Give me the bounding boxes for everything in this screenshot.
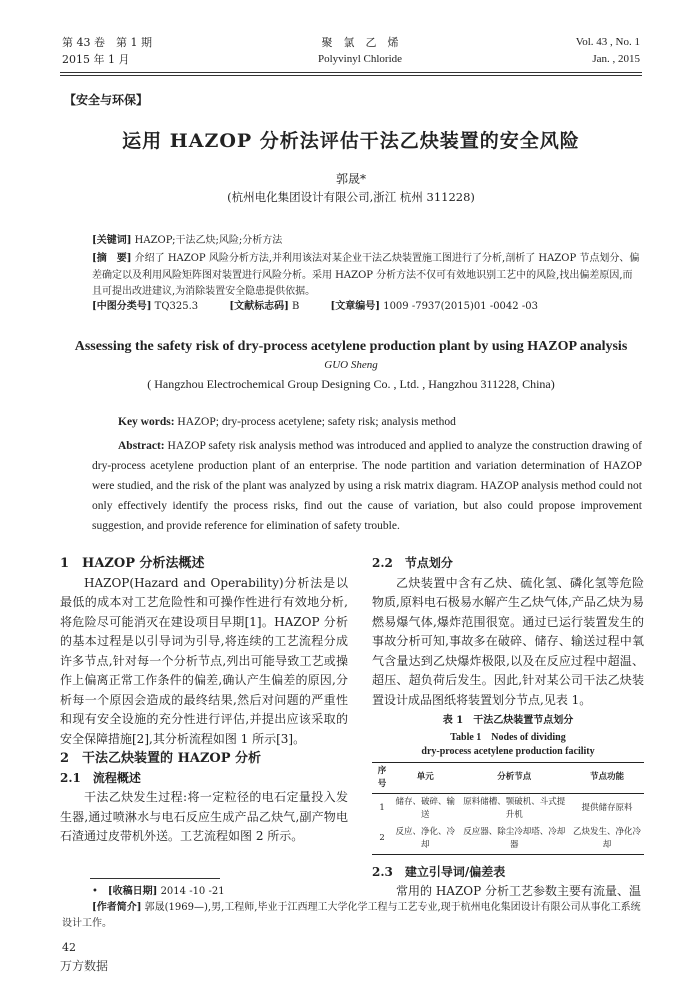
doc-code-label: [文献标志码] [229, 301, 289, 312]
section-2-1-heading: 2.1 流程概述 [60, 770, 141, 785]
keywords-en-text: HAZOP; dry-process acetylene; safety risk; analysis method [177, 416, 456, 428]
table-1 [372, 762, 644, 855]
running-header-center [300, 34, 420, 68]
table-cell: 反应器、除尘冷却塔、冷却器 [463, 826, 566, 850]
running-header-left [62, 34, 152, 68]
header-divider [60, 72, 642, 73]
title-en: Assessing the safety risk of dry-process acetylene production plant by using HAZOP analysis [74, 339, 628, 354]
article-id-label: [文章编号] [330, 301, 381, 312]
section-2-3-paragraph: 常用的 HAZOP 分析工艺参数主要有流量、温 [396, 884, 642, 898]
section-2-2-paragraph: 乙炔装置中含有乙炔、硫化氢、磷化氢等危险物质,原料电石极易水解产生乙炔气体,产品乙炔为易燃易爆气体,爆炸范围很宽。通过已运行装置发生的事故分析可知,事故多在破碎、储存、输送过程中氧气含量达到乙炔爆炸极限,以及在反应过程中超温、超压、超负荷后发生。因此,针对某公司干法乙炔装置设计成品图纸将装置划分节点,见表 1。 [372, 575, 644, 707]
journal-name-en: Polyvinyl Chloride [317, 53, 403, 65]
abstract-en [92, 436, 642, 536]
table-row [372, 824, 644, 855]
affiliation-cn: (杭州电化集团设计有限公司,浙江 杭州 311228) [227, 190, 475, 204]
author-en: GUO Sheng [324, 359, 378, 371]
keywords-en-label: Key words: [118, 416, 175, 428]
page-number: 42 [62, 941, 76, 954]
abstract-en-label: Abstract: [118, 440, 165, 452]
footnote-bullet: • [92, 886, 108, 897]
volume-issue-en: Vol. 43 , No. 1 [575, 36, 640, 48]
received-date-value: 2014 -10 -21 [160, 886, 225, 897]
affiliation-en: ( Hangzhou Electrochemical Group Designing Co. , Ltd. , Hangzhou 311228, China) [147, 377, 555, 391]
author-bio-text: 郭晟(1969—),男,工程师,毕业于江西理工大学化学工程与工艺专业,现于杭州电化集团设计有限公司从事化工系统设计工作。 [62, 902, 641, 929]
section-2-1-paragraph: 干法乙炔发生过程:将一定粒径的电石定量投入发生器,通过喷淋水与电石反应生成产品乙炔气,副产物电石渣通过皮带机外送。工艺流程如图 2 所示。 [60, 790, 348, 843]
table-header-row [372, 762, 644, 793]
table-header-cell: 分析节点 [497, 772, 532, 782]
classification-line [92, 297, 566, 312]
section-2-2-heading: 2.2 节点划分 [372, 556, 453, 570]
table-cell: 2 [379, 833, 385, 843]
table-row [372, 793, 644, 824]
table-header-cell: 序号 [377, 765, 387, 789]
section-2-heading: 2 干法乙炔装置的 HAZOP 分析 [60, 751, 262, 766]
table-cell: 反应、净化、冷却 [395, 826, 455, 850]
date-en: Jan. , 2015 [592, 53, 640, 65]
article-id-value: 1009 -7937(2015)01 -0042 -03 [383, 301, 538, 312]
volume-issue-cn: 第 43 卷 第 1 期 [62, 36, 152, 49]
table-cell: 1 [379, 803, 385, 813]
keywords-cn [92, 233, 282, 249]
table-cell: 储存、破碎、输送 [395, 796, 455, 820]
table-cell: 原料储槽、颚破机、斗式提升机 [463, 796, 566, 820]
section-1-heading: 1 HAZOP 分析法概述 [60, 556, 205, 571]
running-header-right [576, 34, 640, 68]
table-cell: 乙炔发生、净化冷却 [573, 826, 642, 850]
table-1-caption-en-line1: Table 1 Nodes of dividing [450, 731, 566, 743]
table-header-cell: 节点功能 [590, 772, 625, 782]
header-divider-secondary [60, 75, 642, 76]
table-1-caption-en-line2: dry-process acetylene production facility [421, 745, 595, 757]
table-1-caption-cn: 表 1 干法乙炔装置节点划分 [442, 715, 574, 726]
keywords-cn-text: HAZOP;干法乙炔;风险;分析方法 [134, 235, 283, 246]
title-cn: 运用 HAZOP 分析法评估干法乙炔装置的安全风险 [122, 130, 580, 152]
body-column-right [372, 554, 644, 902]
doc-code-value: B [292, 301, 300, 312]
watermark: 万方数据 [60, 959, 109, 973]
table-header-cell: 单元 [416, 772, 434, 782]
keywords-cn-label: [关键词] [92, 235, 132, 246]
abstract-cn-text: 介绍了 HAZOP 风险分析方法,并利用该法对某企业干法乙炔装置施工图进行了分析,剖析了 HAZOP 节点划分、偏差确定以及利用风险矩阵图对装置进行风险分析。采用 HAZOP 分析方法不仅可有效地识别工艺中的风险,找出偏差原因,而且可提出改进建议,为消除装置安全隐患提供依据。 [92, 253, 640, 297]
abstract-cn [92, 251, 642, 301]
clc-value: TQ325.3 [154, 301, 199, 312]
received-date [62, 884, 642, 900]
journal-name-cn: 聚 氯 乙 烯 [321, 36, 399, 49]
footnote [62, 884, 642, 932]
clc-label: [中图分类号] [92, 301, 152, 312]
abstract-cn-label: [摘 要] [92, 253, 132, 264]
keywords-en [118, 416, 456, 428]
author-cn: 郭晟* [335, 172, 366, 186]
footnote-divider [90, 878, 220, 879]
received-date-label: [收稿日期] [107, 886, 158, 897]
body-column-left [60, 554, 348, 847]
date-cn: 2015 年 1 月 [62, 53, 130, 66]
author-bio [62, 900, 642, 932]
section-1-paragraph: HAZOP(Hazard and Operability)分析法是以最低的成本对工艺危险性和可操作性进行有效地分析,将危险尽可能消灭在建设项目早期[1]。HAZOP 分析的基本过程是以引导词为引导,将连续的工艺流程分成许多节点,针对每一个分析节点,列出可能导致工艺或操作上偏离正常工作条件的偏差,确认产生偏差的原因,分析每一个原因会造成的最终结果,然后对问题的严重性和现有安全设施的充分性进行评估,并提出应该采取的安全保障措施[2],其分析流程如图 1 所示[3]。 [60, 575, 348, 746]
section-2-3-heading: 2.3 建立引导词/偏差表 [372, 864, 506, 879]
author-bio-label: [作者简介] [92, 902, 142, 913]
table-cell: 提供储存原料 [581, 803, 633, 813]
abstract-en-text: HAZOP safety risk analysis method was introduced and applied to analyze the construction drawing of dry-process acetylene production plant of an enterprise. The node partition and variation determination of HAZOP were studied, and the risk of the plant was analyzed by using a risk matrix diagram. HAZOP analysis method could not only effectively identify the process risks, find out the cause of variation, but also could propose improvement suggestion, and provide reference for elimination of safety trouble. [92, 440, 642, 532]
section-tag: 【安全与环保】 [64, 93, 149, 107]
